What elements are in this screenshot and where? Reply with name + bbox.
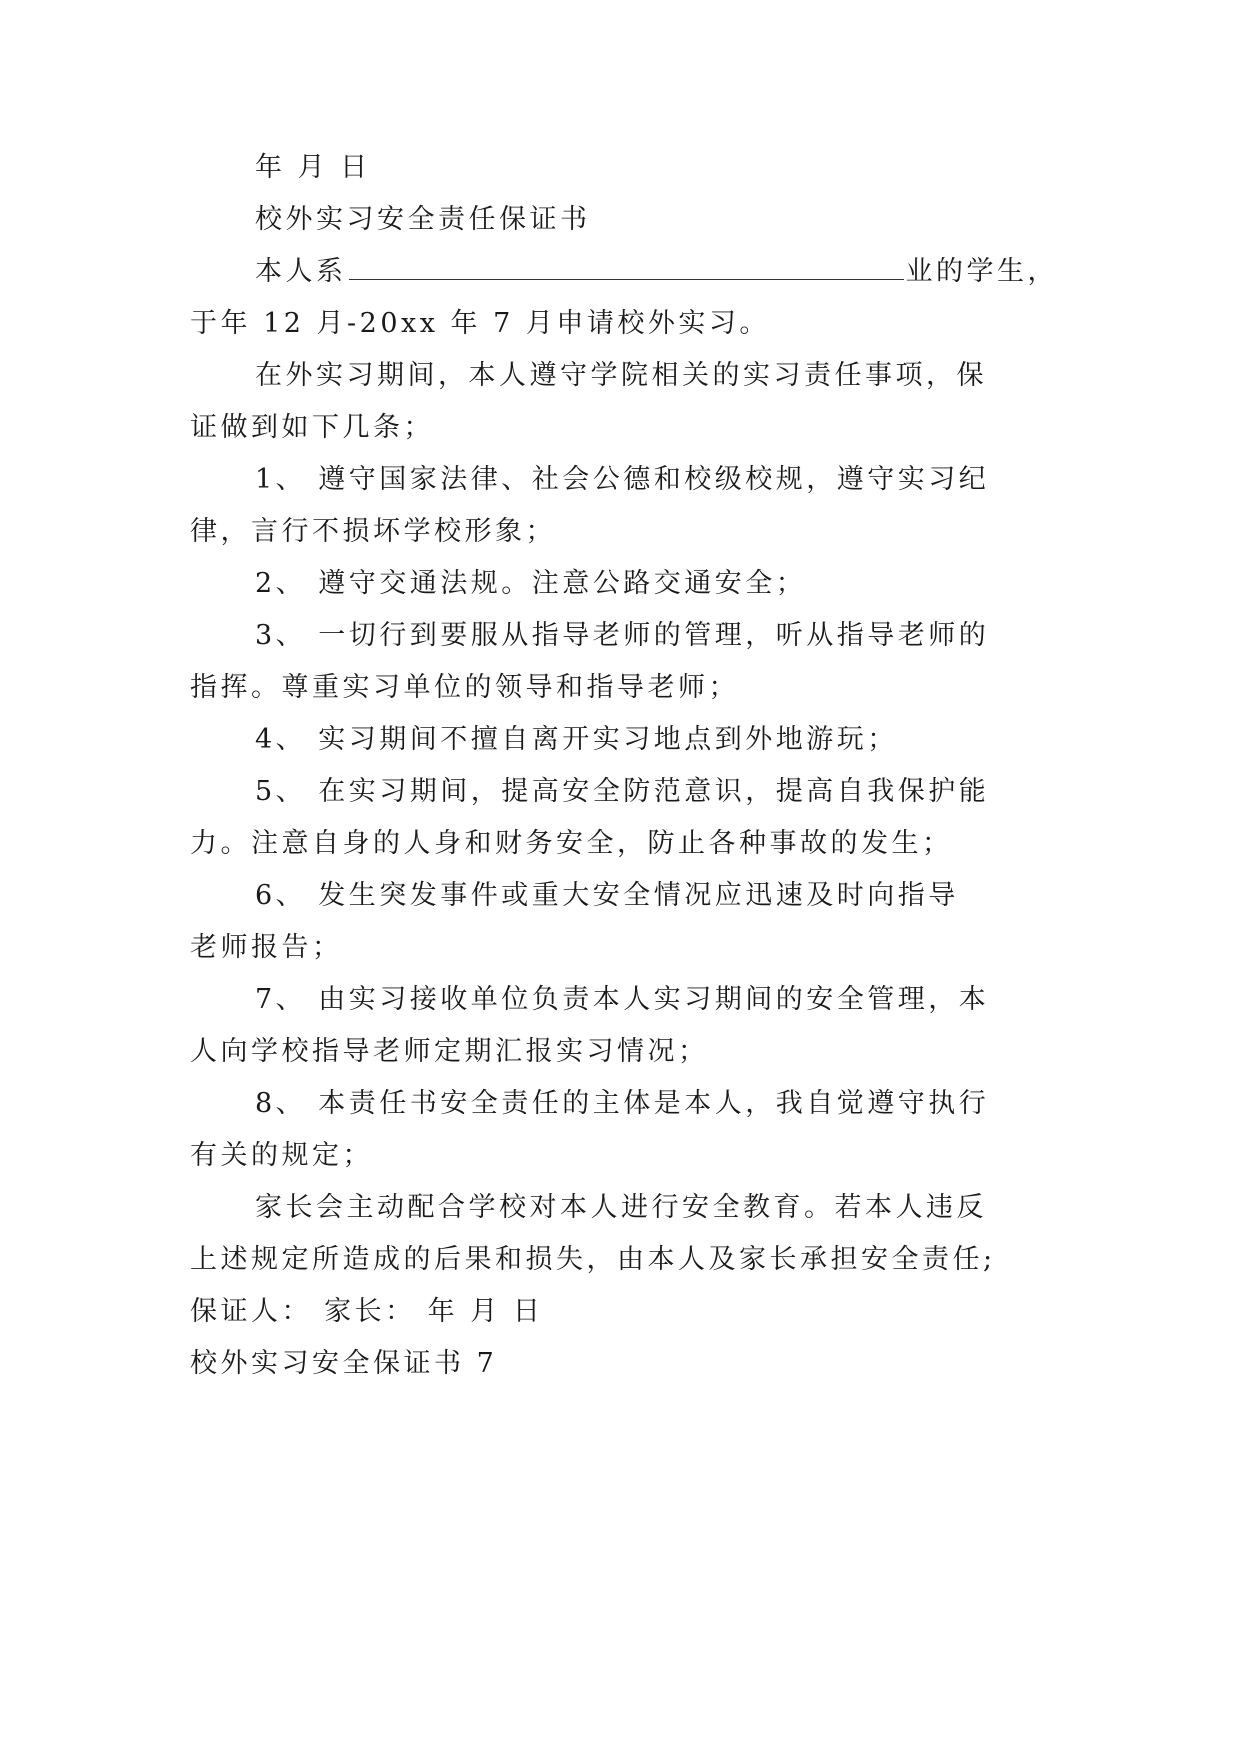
item-6-line-2: 老师报告； [190, 932, 343, 963]
intro-text-start: 本人系 [255, 256, 347, 287]
item-5-line-2: 力。注意自身的人身和财务安全，防止各种事故的发生； [190, 828, 953, 859]
item-1-line-1: 1、 遵守国家法律、社会公德和校级校规，遵守实习纪 [255, 464, 990, 495]
document-title: 校外实习安全责任保证书 [255, 204, 591, 235]
intro-line [255, 252, 1058, 292]
lead-paragraph-1: 在外实习期间，本人遵守学院相关的实习责任事项，保 [255, 360, 987, 391]
date-line: 年 月 日 [255, 152, 371, 183]
signature-line: 保证人： 家长： 年 月 日 [190, 1296, 544, 1327]
lead-paragraph-2: 证做到如下几条； [190, 412, 434, 443]
closing-paragraph-1: 家长会主动配合学校对本人进行安全教育。若本人违反 [255, 1192, 987, 1223]
next-section-title: 校外实习安全保证书 7 [190, 1348, 498, 1379]
item-1-line-2: 律，言行不损坏学校形象； [190, 516, 556, 547]
item-7-line-2: 人向学校指导老师定期汇报实习情况； [190, 1036, 709, 1067]
item-4: 4、 实习期间不擅自离开实习地点到外地游玩； [255, 724, 898, 755]
item-6-line-1: 6、 发生突发事件或重大安全情况应迅速及时向指导 [255, 880, 959, 911]
item-3-line-1: 3、 一切行到要服从指导老师的管理，听从指导老师的 [255, 620, 990, 651]
intro-line-2: 于年 12 月-20xx 年 7 月申请校外实习。 [190, 308, 770, 339]
closing-paragraph-2: 上述规定所造成的后果和损失，由本人及家长承担安全责任; [190, 1244, 996, 1275]
item-7-line-1: 7、 由实习接收单位负责本人实习期间的安全管理，本 [255, 984, 990, 1015]
item-8-line-2: 有关的规定； [190, 1140, 373, 1171]
item-5-line-1: 5、 在实习期间，提高安全防范意识，提高自我保护能 [255, 776, 990, 807]
item-3-line-2: 指挥。尊重实习单位的领导和指导老师； [190, 672, 739, 703]
major-blank-field [349, 253, 904, 280]
item-8-line-1: 8、 本责任书安全责任的主体是本人，我自觉遵守执行 [255, 1088, 990, 1119]
item-2: 2、 遵守交通法规。注意公路交通安全； [255, 568, 807, 599]
intro-text-end: 业的学生， [905, 256, 1058, 287]
